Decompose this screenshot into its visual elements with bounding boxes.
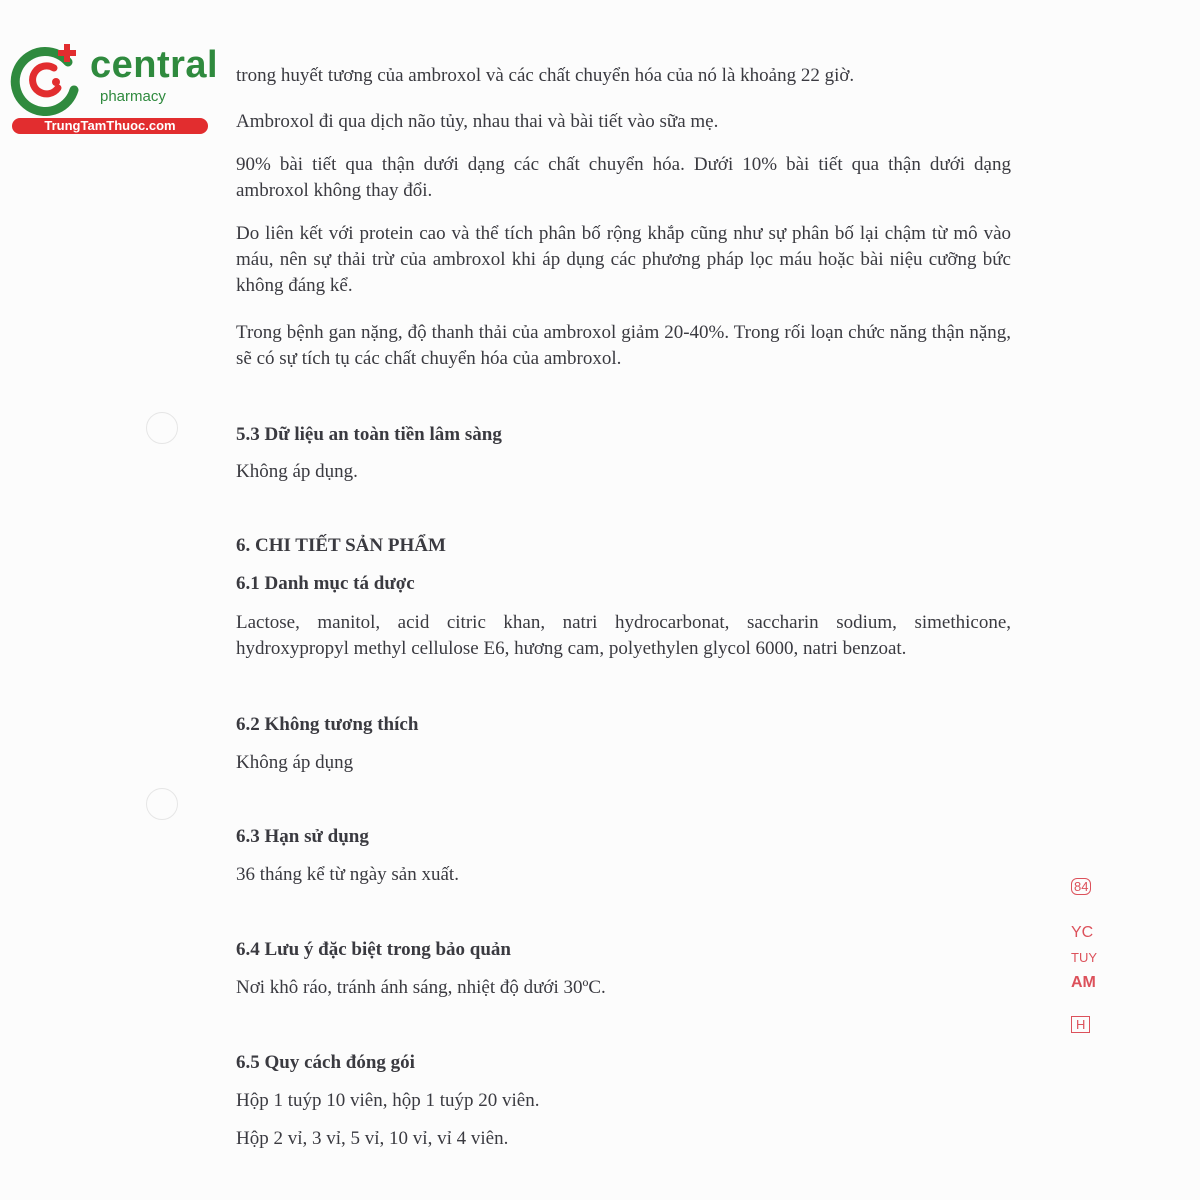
logo-brand-text: central [90,44,219,86]
section-6-3-body: 36 tháng kể từ ngày sản xuất. [236,864,459,885]
logo-sub-text: pharmacy [100,88,166,105]
logo-site-badge: TrungTamThuoc.com [12,118,208,134]
heading-6-2: 6.2 Không tương thích [236,714,419,735]
heading-6-4: 6.4 Lưu ý đặc biệt trong bảo quản [236,939,511,960]
paragraph-excretion: 90% bài tiết qua thận dưới dạng các chất chuyển hóa. Dưới 10% bài tiết qua thận dưới dạng ambroxol không thay đổi. [236,154,1011,201]
paragraph-hepatic-renal: Trong bệnh gan nặng, độ thanh thải của ambroxol giảm 20-40%. Trong rối loạn chức năng thận nặng, sẽ có sự tích tụ các chất chuyển hóa của ambroxol. [236,322,1011,369]
section-6-5-body-2: Hộp 2 vỉ, 3 vỉ, 5 vỉ, 10 vỉ, vỉ 4 viên. [236,1128,509,1149]
section-5-3-body: Không áp dụng. [236,461,358,482]
paragraph-elimination: Do liên kết với protein cao và thể tích phân bố rộng khắp cũng như sự phân bố lại chậm từ mô vào máu, nên sự thải trừ của ambroxol khi áp dụng các phương pháp lọc máu hoặc bài niệu cưỡng bức không đáng kể. [236,223,1011,296]
stamp-text: 84 [1071,878,1091,895]
heading-5-3: 5.3 Dữ liệu an toàn tiền lâm sàng [236,424,502,445]
punch-hole-mark [146,788,178,820]
stamp-text: TUY [1071,950,1097,965]
heading-6-5: 6.5 Quy cách đóng gói [236,1052,415,1073]
stamp-text: YC [1071,924,1094,941]
section-6-5-body-1: Hộp 1 tuýp 10 viên, hộp 1 tuýp 20 viên. [236,1090,540,1111]
heading-6-1: 6.1 Danh mục tá dược [236,573,415,594]
central-pharmacy-logo [10,38,219,138]
stamp-text: H [1071,1016,1090,1033]
paragraph-half-life: trong huyết tương của ambroxol và các chất chuyển hóa của nó là khoảng 22 giờ. [236,65,855,86]
logo-mark-icon [10,38,90,116]
heading-6: 6. CHI TIẾT SẢN PHẨM [236,535,446,556]
paragraph-distribution: Ambroxol đi qua dịch não tủy, nhau thai và bài tiết vào sữa mẹ. [236,111,719,132]
punch-hole-mark [146,412,178,444]
section-6-4-body: Nơi khô ráo, tránh ánh sáng, nhiệt độ dưới 30ºC. [236,977,606,998]
red-stamp-fragment [1065,870,1105,1050]
heading-6-3: 6.3 Hạn sử dụng [236,826,369,847]
stamp-text: AM [1071,974,1096,991]
section-6-1-body: Lactose, manitol, acid citric khan, natri hydrocarbonat, saccharin sodium, simethicone, hydroxypropyl methyl cellulose E6, hương cam, polyethylen glycol 6000, natri benzoat. [236,612,1011,659]
section-6-2-body: Không áp dụng [236,752,354,773]
